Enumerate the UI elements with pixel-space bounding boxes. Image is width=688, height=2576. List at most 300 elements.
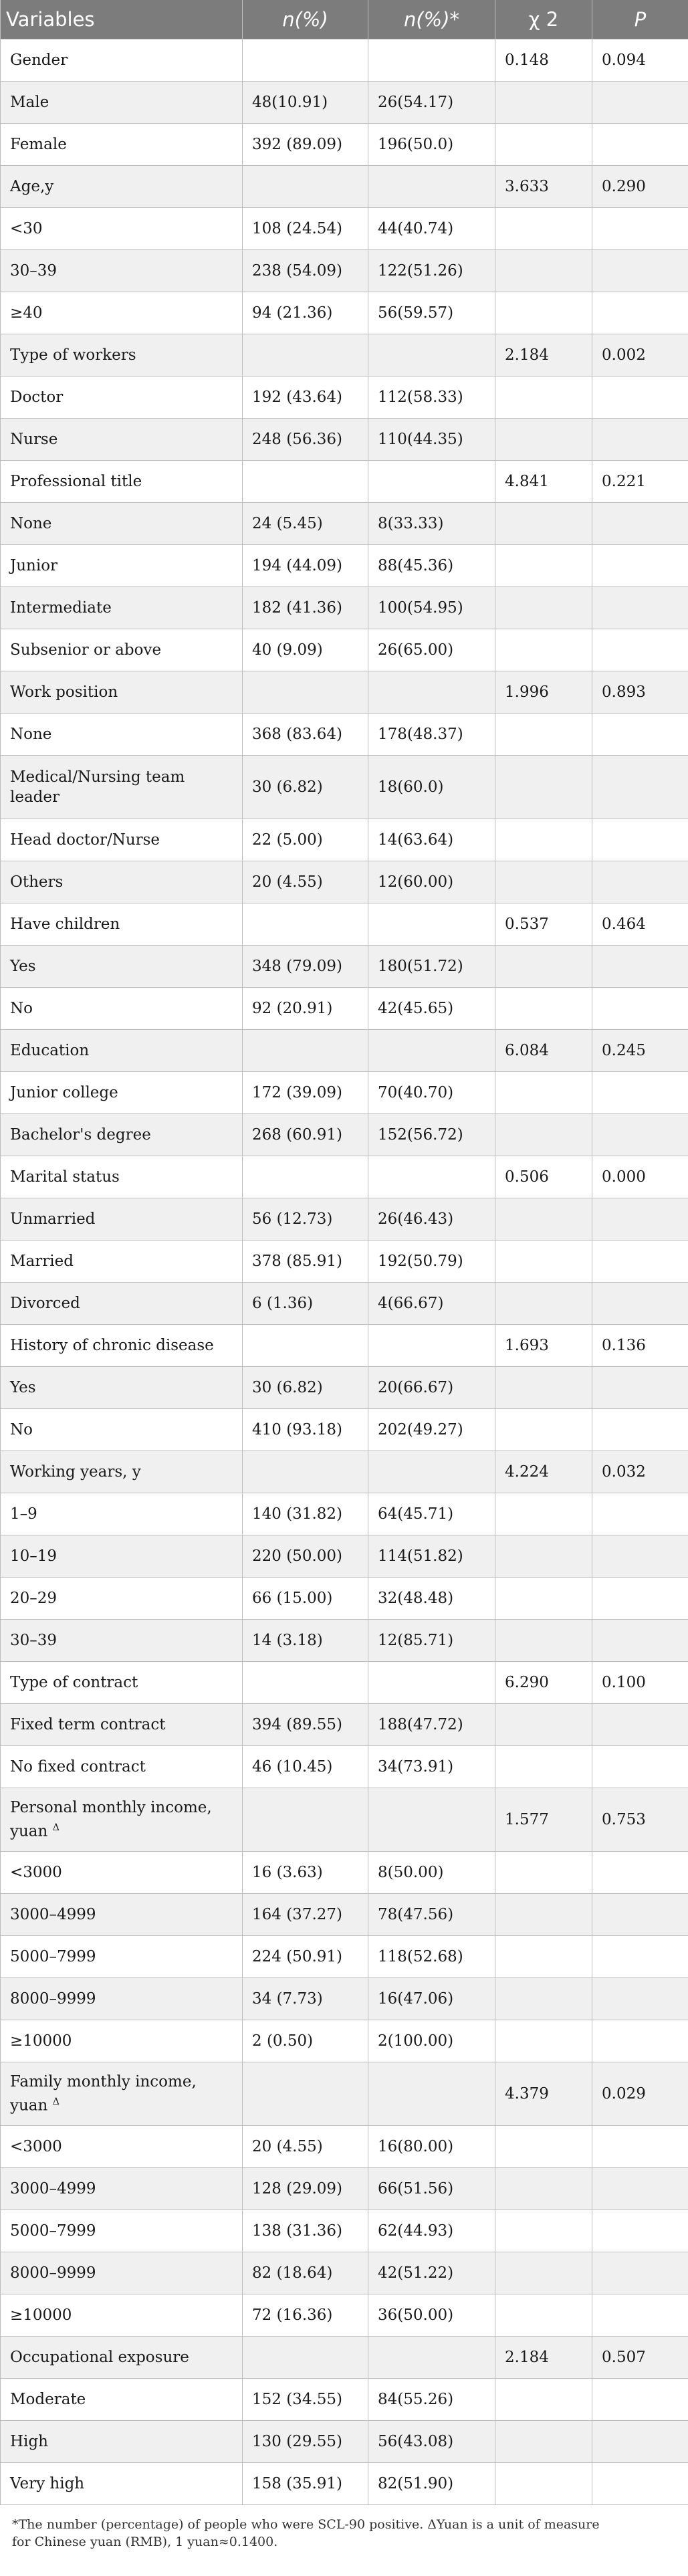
cell-chi-square bbox=[495, 1198, 592, 1241]
cell-n-percent-positive: 26(54.17) bbox=[368, 82, 495, 124]
table-row bbox=[1, 1283, 688, 1325]
footnote-line-2: for Chinese yuan (RMB), 1 yuan≈0.1400. bbox=[12, 2535, 278, 2549]
table-row bbox=[1, 2252, 688, 2294]
table-row bbox=[1, 124, 688, 166]
table-row bbox=[1, 671, 688, 714]
cell-n-percent-positive: 4(66.67) bbox=[368, 1283, 495, 1325]
variable-label: Occupational exposure bbox=[10, 2349, 189, 2366]
header-chi-square: χ 2 bbox=[495, 0, 592, 39]
cell-n-percent-positive: 2(100.00) bbox=[368, 2020, 495, 2062]
cell-n-percent-positive: 36(50.00) bbox=[368, 2294, 495, 2337]
cell-n-percent: 368 (83.64) bbox=[243, 714, 368, 756]
cell-p-value bbox=[592, 1072, 688, 1114]
table-row bbox=[1, 1030, 688, 1072]
cell-variable bbox=[1, 1936, 243, 1978]
cell-chi-square: 2.184 bbox=[495, 2337, 592, 2379]
variable-label: ≥10000 bbox=[10, 2032, 72, 2050]
variable-label: 20–29 bbox=[10, 1590, 58, 1607]
table-row bbox=[1, 1114, 688, 1156]
cell-p-value bbox=[592, 1535, 688, 1578]
cell-variable bbox=[1, 503, 243, 545]
cell-n-percent-positive: 42(51.22) bbox=[368, 2252, 495, 2294]
table-row bbox=[1, 292, 688, 334]
variable-label: Junior college bbox=[10, 1084, 118, 1101]
table-row bbox=[1, 714, 688, 756]
cell-variable bbox=[1, 946, 243, 988]
cell-variable bbox=[1, 1578, 243, 1620]
cell-n-percent bbox=[243, 1451, 368, 1493]
cell-n-percent-positive: 20(66.67) bbox=[368, 1367, 495, 1409]
cell-n-percent-positive: 100(54.95) bbox=[368, 587, 495, 629]
header-row bbox=[1, 0, 688, 39]
variable-label: No bbox=[10, 1421, 33, 1438]
cell-p-value: 0.221 bbox=[592, 461, 688, 503]
cell-n-percent-positive: 12(85.71) bbox=[368, 1620, 495, 1662]
cell-n-percent: 224 (50.91) bbox=[243, 1936, 368, 1978]
variable-label: 5000–7999 bbox=[10, 1948, 96, 1965]
table-row bbox=[1, 819, 688, 861]
table-header bbox=[1, 0, 688, 39]
cell-n-percent-positive: 66(51.56) bbox=[368, 2168, 495, 2210]
cell-p-value bbox=[592, 1852, 688, 1894]
cell-n-percent bbox=[243, 903, 368, 946]
cell-n-percent-positive bbox=[368, 1662, 495, 1704]
cell-variable bbox=[1, 461, 243, 503]
cell-n-percent-positive bbox=[368, 1451, 495, 1493]
cell-n-percent: 94 (21.36) bbox=[243, 292, 368, 334]
table-row bbox=[1, 2126, 688, 2168]
cell-variable bbox=[1, 2463, 243, 2505]
cell-n-percent: 56 (12.73) bbox=[243, 1198, 368, 1241]
cell-n-percent: 14 (3.18) bbox=[243, 1620, 368, 1662]
cell-n-percent-positive bbox=[368, 2337, 495, 2379]
cell-n-percent-positive: 196(50.0) bbox=[368, 124, 495, 166]
variable-label: Marital status bbox=[10, 1168, 120, 1186]
cell-chi-square bbox=[495, 2210, 592, 2252]
cell-n-percent-positive: 122(51.26) bbox=[368, 250, 495, 292]
variable-label: Age,y bbox=[10, 178, 54, 195]
header-p-value: P bbox=[592, 0, 688, 39]
cell-chi-square bbox=[495, 1493, 592, 1535]
cell-n-percent: 2 (0.50) bbox=[243, 2020, 368, 2062]
cell-variable bbox=[1, 377, 243, 419]
cell-n-percent-positive bbox=[368, 1030, 495, 1072]
table-row bbox=[1, 1852, 688, 1894]
cell-n-percent: 72 (16.36) bbox=[243, 2294, 368, 2337]
variable-label: Personal monthly income, yuan bbox=[10, 1799, 212, 1840]
cell-variable bbox=[1, 124, 243, 166]
cell-variable bbox=[1, 1072, 243, 1114]
cell-variable bbox=[1, 334, 243, 377]
cell-chi-square bbox=[495, 1746, 592, 1788]
table-row bbox=[1, 250, 688, 292]
cell-p-value: 0.002 bbox=[592, 334, 688, 377]
cell-n-percent: 152 (34.55) bbox=[243, 2379, 368, 2421]
cell-chi-square bbox=[495, 377, 592, 419]
cell-p-value bbox=[592, 2210, 688, 2252]
variable-label: Yes bbox=[10, 1379, 36, 1396]
cell-n-percent: 24 (5.45) bbox=[243, 503, 368, 545]
cell-n-percent bbox=[243, 2337, 368, 2379]
cell-n-percent bbox=[243, 1156, 368, 1198]
cell-variable bbox=[1, 2126, 243, 2168]
cell-variable bbox=[1, 629, 243, 671]
cell-n-percent: 172 (39.09) bbox=[243, 1072, 368, 1114]
cell-n-percent: 128 (29.09) bbox=[243, 2168, 368, 2210]
cell-n-percent bbox=[243, 1325, 368, 1367]
variable-label: <30 bbox=[10, 220, 43, 237]
cell-chi-square bbox=[495, 2463, 592, 2505]
cell-p-value bbox=[592, 1493, 688, 1535]
cell-p-value bbox=[592, 208, 688, 250]
table-row bbox=[1, 1662, 688, 1704]
cell-variable bbox=[1, 903, 243, 946]
cell-n-percent-positive: 16(80.00) bbox=[368, 2126, 495, 2168]
cell-p-value bbox=[592, 2463, 688, 2505]
cell-p-value bbox=[592, 82, 688, 124]
cell-variable bbox=[1, 1978, 243, 2020]
cell-chi-square: 0.506 bbox=[495, 1156, 592, 1198]
variable-label: <3000 bbox=[10, 2138, 62, 2155]
cell-p-value bbox=[592, 756, 688, 819]
cell-n-percent-positive: 114(51.82) bbox=[368, 1535, 495, 1578]
cell-variable bbox=[1, 2062, 243, 2126]
table-row bbox=[1, 587, 688, 629]
cell-p-value bbox=[592, 292, 688, 334]
cell-variable bbox=[1, 1852, 243, 1894]
variable-label: Have children bbox=[10, 916, 120, 933]
cell-p-value: 0.136 bbox=[592, 1325, 688, 1367]
cell-n-percent-positive: 26(65.00) bbox=[368, 629, 495, 671]
cell-n-percent: 20 (4.55) bbox=[243, 861, 368, 903]
cell-p-value bbox=[592, 2126, 688, 2168]
variable-label: 3000–4999 bbox=[10, 1906, 96, 1923]
cell-n-percent-positive bbox=[368, 671, 495, 714]
cell-p-value: 0.507 bbox=[592, 2337, 688, 2379]
cell-n-percent-positive: 78(47.56) bbox=[368, 1894, 495, 1936]
table-row bbox=[1, 1535, 688, 1578]
cell-chi-square: 6.084 bbox=[495, 1030, 592, 1072]
cell-n-percent-positive: 12(60.00) bbox=[368, 861, 495, 903]
cell-p-value: 0.029 bbox=[592, 2062, 688, 2126]
variable-label: 8000–9999 bbox=[10, 1990, 96, 2008]
cell-variable bbox=[1, 2168, 243, 2210]
table-row bbox=[1, 2421, 688, 2463]
table-row bbox=[1, 1325, 688, 1367]
cell-p-value bbox=[592, 1283, 688, 1325]
cell-n-percent bbox=[243, 166, 368, 208]
variable-label: ≥10000 bbox=[10, 2306, 72, 2324]
cell-chi-square: 6.290 bbox=[495, 1662, 592, 1704]
cell-n-percent: 238 (54.09) bbox=[243, 250, 368, 292]
cell-p-value bbox=[592, 1114, 688, 1156]
cell-chi-square bbox=[495, 292, 592, 334]
cell-n-percent bbox=[243, 1662, 368, 1704]
cell-p-value bbox=[592, 2252, 688, 2294]
cell-n-percent: 410 (93.18) bbox=[243, 1409, 368, 1451]
cell-n-percent: 164 (37.27) bbox=[243, 1894, 368, 1936]
cell-variable bbox=[1, 1030, 243, 1072]
cell-chi-square bbox=[495, 2168, 592, 2210]
cell-p-value bbox=[592, 1978, 688, 2020]
cell-n-percent: 392 (89.09) bbox=[243, 124, 368, 166]
cell-variable bbox=[1, 1788, 243, 1852]
cell-n-percent: 182 (41.36) bbox=[243, 587, 368, 629]
cell-chi-square bbox=[495, 2294, 592, 2337]
cell-n-percent-positive: 112(58.33) bbox=[368, 377, 495, 419]
cell-n-percent: 22 (5.00) bbox=[243, 819, 368, 861]
cell-n-percent: 194 (44.09) bbox=[243, 545, 368, 587]
cell-n-percent bbox=[243, 671, 368, 714]
cell-n-percent-positive: 84(55.26) bbox=[368, 2379, 495, 2421]
table-row bbox=[1, 461, 688, 503]
cell-variable bbox=[1, 819, 243, 861]
cell-n-percent: 46 (10.45) bbox=[243, 1746, 368, 1788]
table-row bbox=[1, 1493, 688, 1535]
cell-n-percent-positive: 70(40.70) bbox=[368, 1072, 495, 1114]
cell-n-percent: 158 (35.91) bbox=[243, 2463, 368, 2505]
table-row bbox=[1, 1746, 688, 1788]
cell-n-percent-positive: 42(45.65) bbox=[368, 988, 495, 1030]
variable-label: Professional title bbox=[10, 473, 142, 490]
table-row bbox=[1, 1241, 688, 1283]
cell-variable bbox=[1, 1620, 243, 1662]
table-row bbox=[1, 2210, 688, 2252]
variable-label: Work position bbox=[10, 683, 118, 701]
table-row bbox=[1, 419, 688, 461]
cell-variable bbox=[1, 208, 243, 250]
cell-chi-square bbox=[495, 587, 592, 629]
cell-n-percent-positive bbox=[368, 1325, 495, 1367]
cell-p-value bbox=[592, 1367, 688, 1409]
table-row bbox=[1, 1620, 688, 1662]
cell-chi-square bbox=[495, 1704, 592, 1746]
variable-label: 30–39 bbox=[10, 1632, 58, 1649]
cell-chi-square bbox=[495, 1578, 592, 1620]
cell-n-percent-positive bbox=[368, 461, 495, 503]
cell-variable bbox=[1, 2252, 243, 2294]
cell-n-percent-positive: 82(51.90) bbox=[368, 2463, 495, 2505]
variable-label: Gender bbox=[10, 51, 68, 69]
cell-p-value bbox=[592, 419, 688, 461]
cell-chi-square bbox=[495, 124, 592, 166]
cell-chi-square: 2.184 bbox=[495, 334, 592, 377]
cell-n-percent-positive: 88(45.36) bbox=[368, 545, 495, 587]
cell-n-percent: 30 (6.82) bbox=[243, 756, 368, 819]
cell-n-percent: 394 (89.55) bbox=[243, 1704, 368, 1746]
variable-label: Fixed term contract bbox=[10, 1716, 166, 1733]
cell-n-percent: 268 (60.91) bbox=[243, 1114, 368, 1156]
table-row bbox=[1, 1156, 688, 1198]
cell-variable bbox=[1, 2020, 243, 2062]
cell-variable bbox=[1, 861, 243, 903]
cell-variable bbox=[1, 1451, 243, 1493]
variable-label: Type of workers bbox=[10, 346, 136, 364]
cell-variable bbox=[1, 82, 243, 124]
cell-p-value bbox=[592, 819, 688, 861]
cell-variable bbox=[1, 1493, 243, 1535]
cell-n-percent-positive: 192(50.79) bbox=[368, 1241, 495, 1283]
cell-n-percent-positive: 14(63.64) bbox=[368, 819, 495, 861]
cell-n-percent-positive bbox=[368, 39, 495, 82]
cell-n-percent: 16 (3.63) bbox=[243, 1852, 368, 1894]
table-row bbox=[1, 2020, 688, 2062]
cell-n-percent: 140 (31.82) bbox=[243, 1493, 368, 1535]
cell-chi-square bbox=[495, 1978, 592, 2020]
cell-chi-square: 1.693 bbox=[495, 1325, 592, 1367]
variable-label: 8000–9999 bbox=[10, 2264, 96, 2282]
cell-p-value bbox=[592, 1620, 688, 1662]
cell-variable bbox=[1, 1535, 243, 1578]
cell-n-percent bbox=[243, 1030, 368, 1072]
cell-n-percent: 220 (50.00) bbox=[243, 1535, 368, 1578]
table-row bbox=[1, 2337, 688, 2379]
table-row bbox=[1, 377, 688, 419]
cell-n-percent: 82 (18.64) bbox=[243, 2252, 368, 2294]
cell-variable bbox=[1, 2210, 243, 2252]
table-row bbox=[1, 629, 688, 671]
cell-chi-square bbox=[495, 2126, 592, 2168]
cell-variable bbox=[1, 1662, 243, 1704]
cell-p-value bbox=[592, 250, 688, 292]
table-row bbox=[1, 1367, 688, 1409]
table-row bbox=[1, 2463, 688, 2505]
cell-p-value: 0.893 bbox=[592, 671, 688, 714]
cell-n-percent-positive: 8(33.33) bbox=[368, 503, 495, 545]
cell-p-value: 0.100 bbox=[592, 1662, 688, 1704]
cell-chi-square bbox=[495, 1409, 592, 1451]
variable-label: Yes bbox=[10, 958, 36, 975]
table-row bbox=[1, 1578, 688, 1620]
cell-p-value bbox=[592, 988, 688, 1030]
table-row bbox=[1, 756, 688, 819]
cell-n-percent-positive: 202(49.27) bbox=[368, 1409, 495, 1451]
variable-label: Type of contract bbox=[10, 1674, 138, 1691]
cell-n-percent: 92 (20.91) bbox=[243, 988, 368, 1030]
table-row bbox=[1, 2294, 688, 2337]
cell-variable bbox=[1, 292, 243, 334]
cell-p-value bbox=[592, 124, 688, 166]
variable-label: Family monthly income, yuan bbox=[10, 2073, 197, 2115]
cell-variable bbox=[1, 2421, 243, 2463]
cell-n-percent: 40 (9.09) bbox=[243, 629, 368, 671]
cell-variable bbox=[1, 1283, 243, 1325]
cell-chi-square bbox=[495, 756, 592, 819]
cell-p-value bbox=[592, 2294, 688, 2337]
cell-p-value bbox=[592, 1198, 688, 1241]
cell-variable bbox=[1, 1325, 243, 1367]
cell-variable bbox=[1, 2337, 243, 2379]
cell-chi-square bbox=[495, 1894, 592, 1936]
cell-variable bbox=[1, 1746, 243, 1788]
cell-chi-square bbox=[495, 2252, 592, 2294]
table-row bbox=[1, 2379, 688, 2421]
cell-chi-square bbox=[495, 545, 592, 587]
cell-chi-square: 4.224 bbox=[495, 1451, 592, 1493]
cell-n-percent-positive: 188(47.72) bbox=[368, 1704, 495, 1746]
cell-n-percent-positive: 44(40.74) bbox=[368, 208, 495, 250]
cell-chi-square: 1.996 bbox=[495, 671, 592, 714]
cell-n-percent-positive: 56(43.08) bbox=[368, 2421, 495, 2463]
cell-n-percent-positive: 178(48.37) bbox=[368, 714, 495, 756]
cell-chi-square bbox=[495, 819, 592, 861]
delta-mark: Δ bbox=[52, 1822, 60, 1834]
cell-n-percent-positive: 32(48.48) bbox=[368, 1578, 495, 1620]
table-row bbox=[1, 946, 688, 988]
header-n-percent-positive: n(%)* bbox=[368, 0, 495, 39]
table-row bbox=[1, 545, 688, 587]
cell-chi-square bbox=[495, 1367, 592, 1409]
variable-label: Divorced bbox=[10, 1295, 80, 1312]
cell-variable bbox=[1, 587, 243, 629]
table-row bbox=[1, 208, 688, 250]
header-n-percent: n(%) bbox=[243, 0, 368, 39]
cell-n-percent bbox=[243, 461, 368, 503]
cell-p-value bbox=[592, 377, 688, 419]
table-row bbox=[1, 903, 688, 946]
cell-p-value bbox=[592, 714, 688, 756]
cell-variable bbox=[1, 1114, 243, 1156]
cell-chi-square bbox=[495, 1620, 592, 1662]
variable-label: Married bbox=[10, 1253, 74, 1270]
cell-variable bbox=[1, 988, 243, 1030]
variable-label: Very high bbox=[10, 2475, 85, 2492]
variable-label: High bbox=[10, 2433, 48, 2450]
cell-variable bbox=[1, 1894, 243, 1936]
cell-chi-square bbox=[495, 1114, 592, 1156]
table-footnote bbox=[0, 2505, 688, 2551]
cell-p-value bbox=[592, 2168, 688, 2210]
variable-label: 3000–4999 bbox=[10, 2180, 96, 2197]
cell-n-percent: 248 (56.36) bbox=[243, 419, 368, 461]
cell-n-percent: 192 (43.64) bbox=[243, 377, 368, 419]
cell-chi-square: 0.537 bbox=[495, 903, 592, 946]
cell-n-percent-positive bbox=[368, 334, 495, 377]
table-row bbox=[1, 2168, 688, 2210]
table-row bbox=[1, 1936, 688, 1978]
cell-p-value: 0.094 bbox=[592, 39, 688, 82]
variable-label: Working years, y bbox=[10, 1463, 141, 1481]
cell-n-percent: 348 (79.09) bbox=[243, 946, 368, 988]
cell-n-percent-positive: 118(52.68) bbox=[368, 1936, 495, 1978]
cell-chi-square bbox=[495, 82, 592, 124]
header-variables: Variables bbox=[1, 0, 243, 39]
variable-label: None bbox=[10, 726, 52, 743]
table-row bbox=[1, 1978, 688, 2020]
cell-p-value: 0.032 bbox=[592, 1451, 688, 1493]
cell-chi-square: 0.148 bbox=[495, 39, 592, 82]
variable-label: Female bbox=[10, 136, 67, 153]
cell-n-percent-positive: 180(51.72) bbox=[368, 946, 495, 988]
table-row bbox=[1, 861, 688, 903]
cell-n-percent bbox=[243, 39, 368, 82]
cell-chi-square bbox=[495, 1283, 592, 1325]
cell-chi-square bbox=[495, 861, 592, 903]
cell-n-percent-positive: 16(47.06) bbox=[368, 1978, 495, 2020]
cell-variable bbox=[1, 1704, 243, 1746]
cell-n-percent-positive bbox=[368, 903, 495, 946]
cell-p-value bbox=[592, 1704, 688, 1746]
cell-chi-square bbox=[495, 419, 592, 461]
cell-chi-square bbox=[495, 208, 592, 250]
variable-label: Others bbox=[10, 873, 64, 891]
cell-n-percent-positive: 64(45.71) bbox=[368, 1493, 495, 1535]
cell-p-value: 0.245 bbox=[592, 1030, 688, 1072]
table-row bbox=[1, 334, 688, 377]
cell-p-value bbox=[592, 1746, 688, 1788]
cell-n-percent-positive bbox=[368, 166, 495, 208]
cell-variable bbox=[1, 250, 243, 292]
